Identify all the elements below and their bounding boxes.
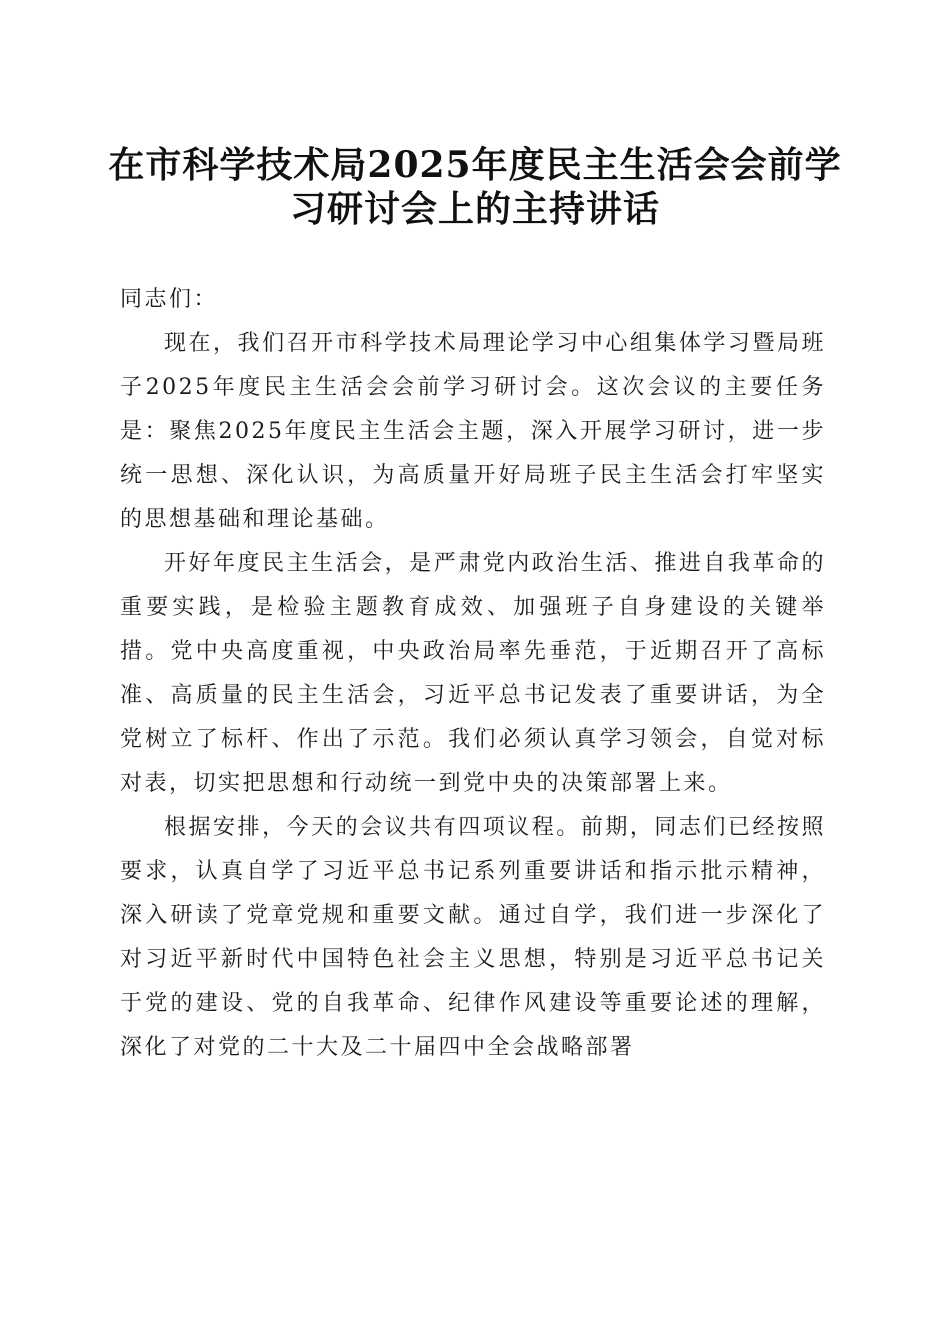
salutation: 同志们：	[120, 287, 219, 312]
document-title-line-1: 在市科学技术局2025年度民主生活会会前学	[108, 144, 842, 186]
paragraph-1: 现在，我们召开市科学技术局理论学习中心组集体学习暨局班子2025年度民主生活会会前学习研讨会。这次会议的主要任务是：聚焦2025年度民主生活会主题，深入开展学习研讨，进一步统一思想、深化认识，为高质量开好局班子民主生活会打牢坚实的思想基础和理论基础。	[120, 331, 826, 532]
paragraph-2: 开好年度民主生活会，是严肃党内政治生活、推进自我革命的重要实践，是检验主题教育成效、加强班子自身建设的关键举措。党中央高度重视，中央政治局率先垂范，于近期召开了高标准、高质量的民主生活会，习近平总书记发表了重要讲话，为全党树立了标杆、作出了示范。我们必须认真学习领会，自觉对标对表，切实把思想和行动统一到党中央的决策部署上来。	[120, 551, 826, 796]
document-title-line-2: 习研讨会上的主持讲话	[289, 188, 660, 230]
paragraph-3: 根据安排，今天的会议共有四项议程。前期，同志们已经按照要求，认真自学了习近平总书记系列重要讲话和指示批示精神，深入研读了党章党规和重要文献。通过自学，我们进一步深化了对习近平新时代中国特色社会主义思想，特别是习近平总书记关于党的建设、党的自我革命、纪律作风建设等重要论述的理解，深化了对党的二十大及二十届四中全会战略部署	[120, 815, 826, 1060]
document-body	[120, 278, 826, 1070]
